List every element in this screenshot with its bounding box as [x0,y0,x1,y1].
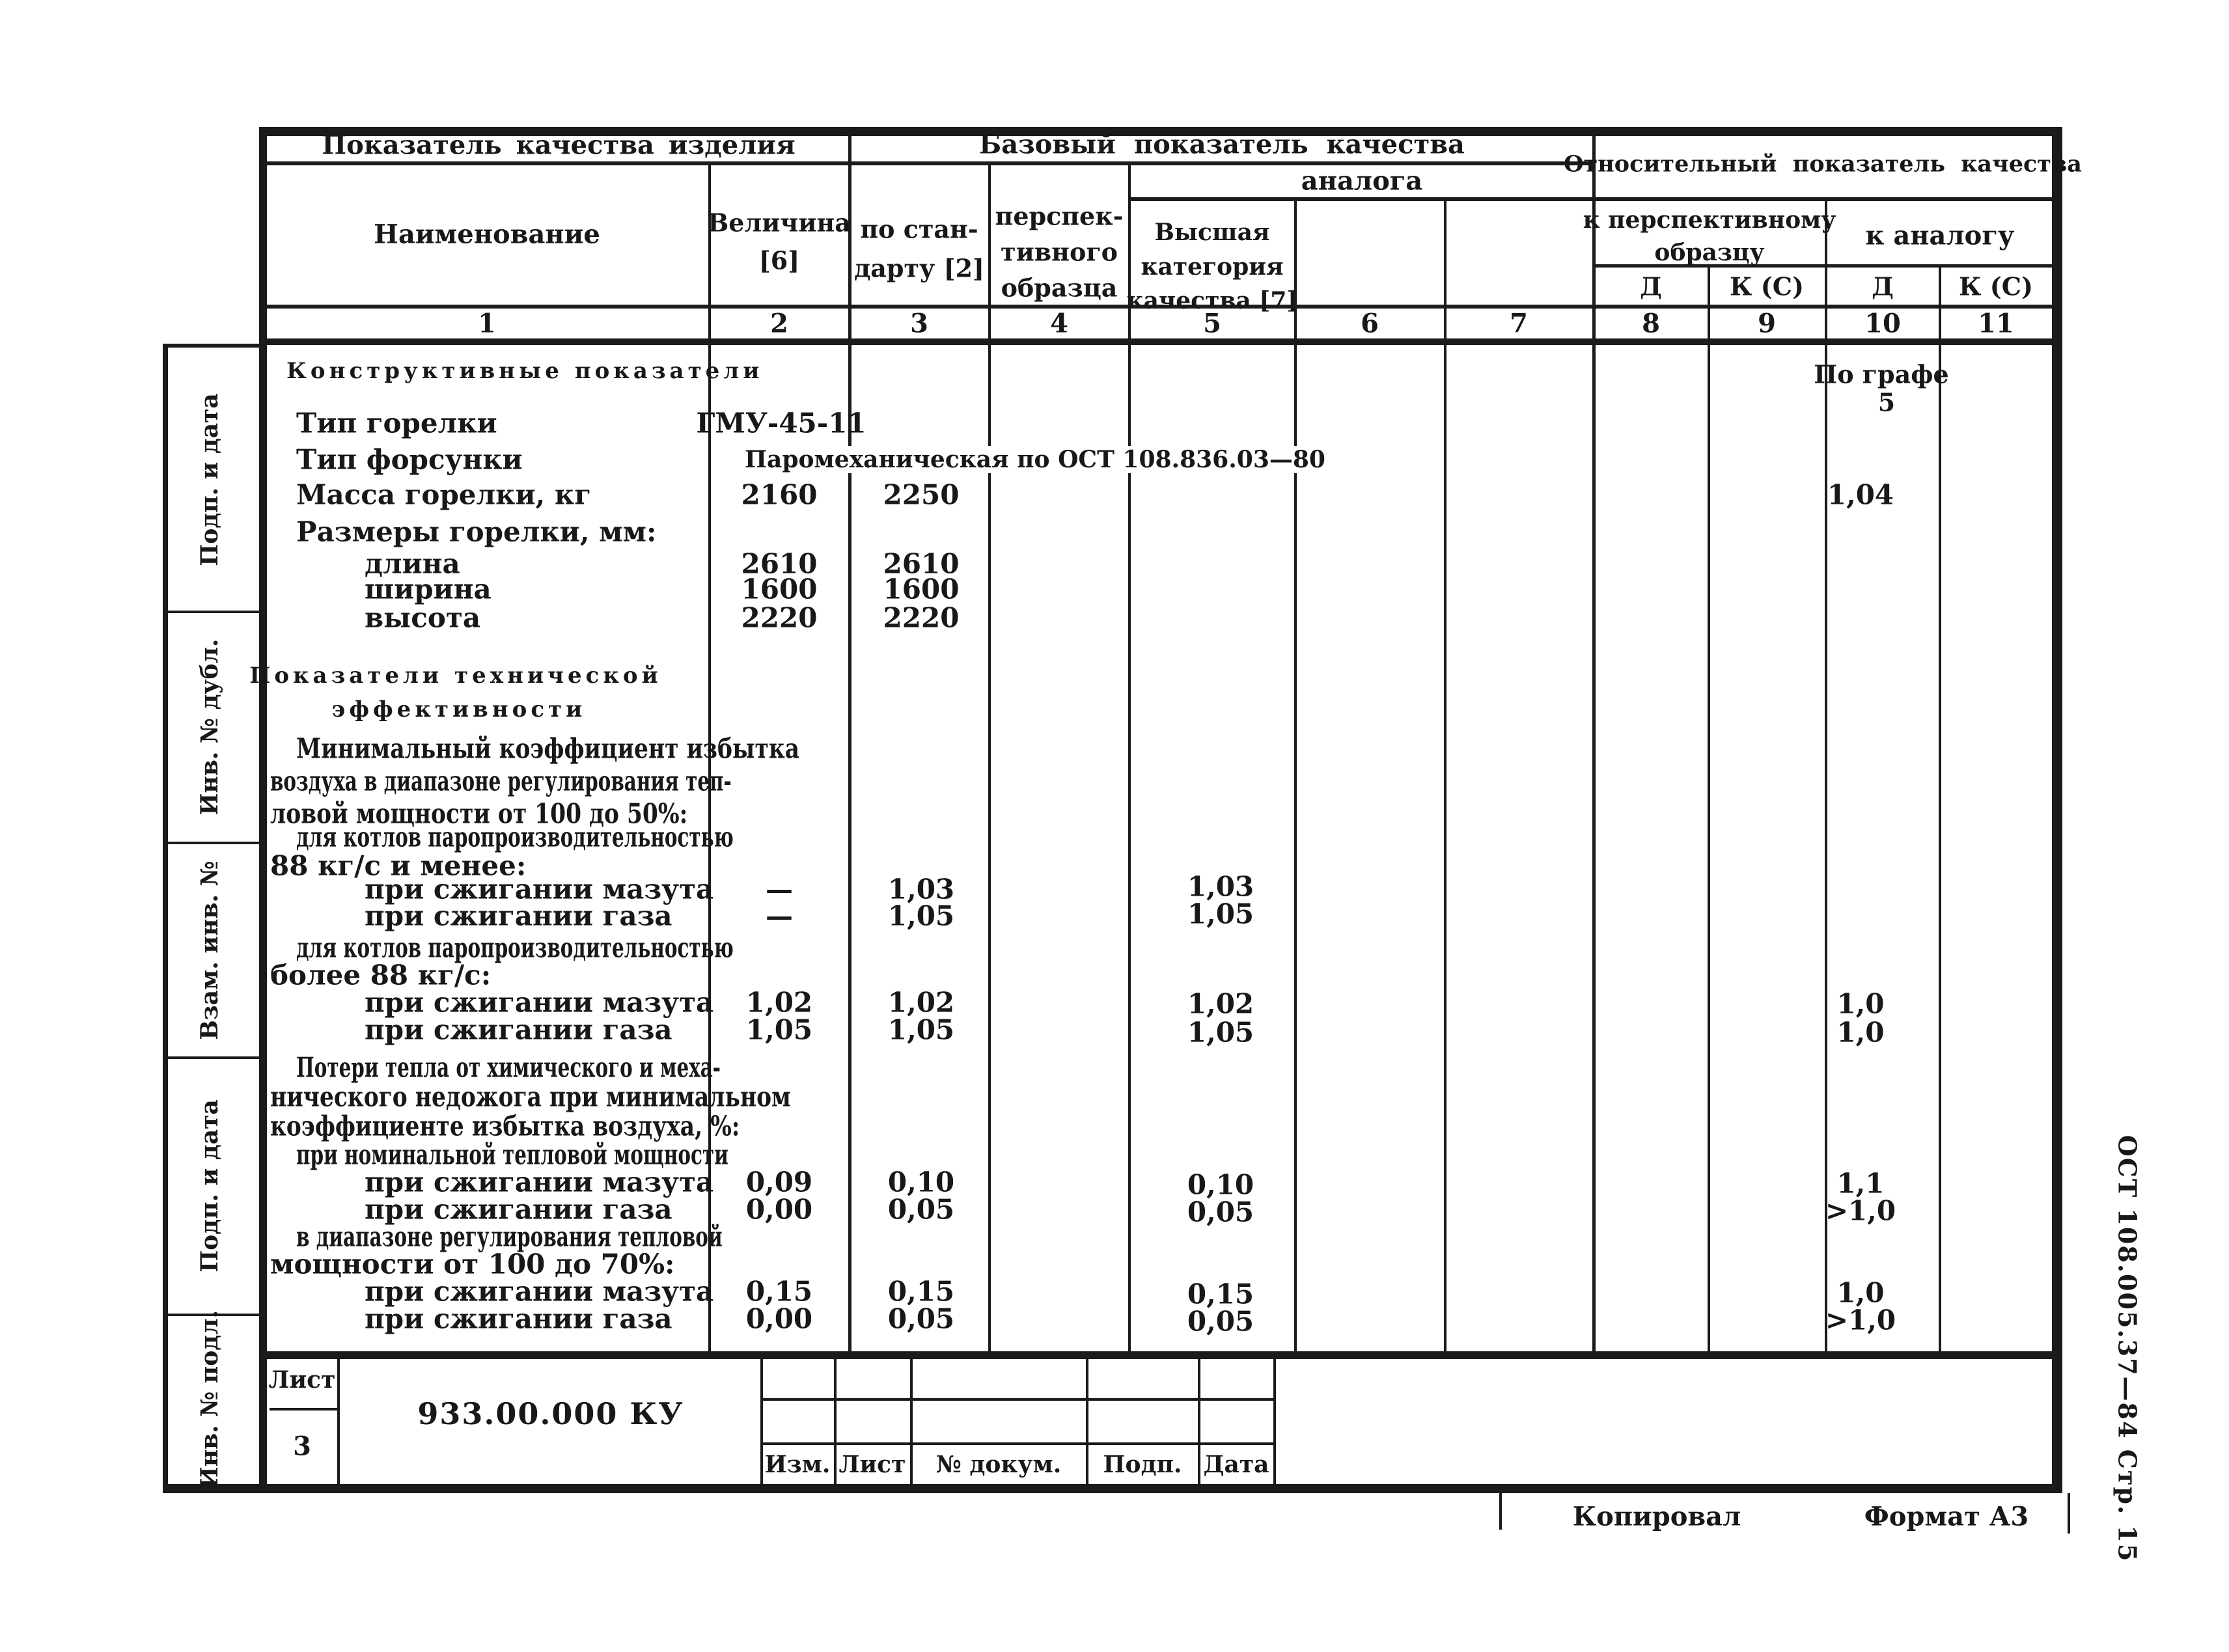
titleblock-row-line [762,1398,1275,1401]
cell-po-grafe-l1: По графе [1814,359,1949,389]
cell-nom-mazut-v3: 0,10 [887,1166,955,1198]
header-std-l1: по стан- [860,214,978,244]
grid-line-col8-9 [1708,266,1710,1353]
row-label-small-gas: при сжигании газа [365,900,672,932]
cell-small-mazut-v5: 1,03 [1187,870,1254,903]
para-boilers-small-l2: 88 кг/с и менее: [270,849,527,882]
section-constructive: Конструктивные показатели [286,358,764,384]
cell-length-v2: 2610 [741,547,818,580]
grid-line-col5-6 [1294,199,1297,1353]
titleblock-col-list: Лист [838,1451,906,1478]
row-label-nom-gas: при сжигании газа [365,1193,672,1226]
table-right-frame [2052,127,2062,1491]
cell-width-v3: 1600 [883,573,960,605]
col-num-1: 1 [478,308,496,339]
row-label-r70-mazut: при сжигании мазута [365,1275,714,1308]
titleblock-col-dokum: № докум. [935,1451,1062,1478]
cell-length-v3: 2610 [883,547,960,580]
cell-nom-gas-v10: >1,0 [1825,1194,1896,1227]
para-range70-l2: мощности от 100 до 70%: [270,1248,675,1280]
titleblock-col-izm: Изм. [764,1451,831,1478]
header-high-l2: категория [1141,253,1284,281]
sidebar-label-inv-podl: Инв. № подл. [196,1310,223,1489]
row-label-big-gas: при сжигании газа [365,1013,672,1046]
header-analog: аналога [1301,165,1423,197]
cell-small-gas-v2: — [766,900,793,932]
table-left-frame [259,127,267,1491]
titleblock-row-line [762,1442,1275,1445]
sidebar-label-podp-data-1: Подп. и дата [196,393,223,566]
col-num-2: 2 [770,308,788,339]
cell-r70-gas-v3: 0,05 [887,1302,955,1335]
cell-height-v3: 2220 [883,601,960,634]
cell-nom-gas-v2: 0,00 [745,1193,813,1226]
sidebar-line [163,611,267,613]
para-boilers-big-l1: для котлов паропроизводительностью [296,931,734,964]
cell-r70-gas-v10: >1,0 [1825,1304,1896,1336]
grid-line-col10-11 [1939,266,1941,1353]
footer-tick [1499,1493,1502,1530]
cell-big-gas-v5: 1,05 [1187,1016,1254,1049]
titleblock-line [1273,1354,1276,1484]
header-to-analog: к аналогу [1865,220,2015,251]
sidebar-label-vzam-inv: Взам. инв. № [196,860,223,1040]
para-losses-l2: нического недожога при минимальном [270,1081,791,1113]
titleblock-col-data: Дата [1203,1451,1269,1478]
cell-small-mazut-v2: — [766,873,793,905]
titleblock-line [910,1354,913,1484]
titleblock-sheet-number: 3 [293,1431,311,1462]
section-efficiency-l1: Показатели технической [249,663,662,689]
col-num-10: 10 [1864,308,1901,339]
footer-tick [2068,1493,2070,1534]
titleblock-line [834,1354,837,1484]
header-value-l2: [6] [758,245,800,275]
titleblock-line [760,1354,763,1484]
row-label-width: ширина [365,573,491,605]
col-num-4: 4 [1050,308,1068,339]
col-num-8: 8 [1642,308,1660,339]
row-label-dimensions: Размеры горелки, мм: [296,516,657,548]
col-num-5: 5 [1203,308,1221,339]
cell-r70-mazut-v3: 0,15 [887,1275,955,1308]
cell-nom-gas-v3: 0,05 [887,1193,955,1226]
cell-big-mazut-v10: 1,0 [1836,987,1885,1020]
cell-mass-v2: 2160 [741,478,818,511]
header-line-analog [1129,197,2057,201]
header-line-row1 [267,161,1596,165]
cell-big-mazut-v2: 1,02 [745,986,813,1019]
titleblock-col-podp: Подп. [1103,1451,1182,1478]
row-label-mass: Масса горелки, кг [296,478,591,511]
cell-height-v2: 2220 [741,601,818,634]
sidebar-line [163,842,267,844]
cell-small-gas-v3: 1,05 [887,900,955,932]
cell-r70-gas-v2: 0,00 [745,1302,813,1335]
header-persp-l3: образца [1001,273,1118,303]
header-high-l3: качества [7] [1126,287,1298,314]
standard-number-stamp: ОСТ 108.005.37—84 Стр. 15 [2112,1135,2142,1563]
row-label-length: длина [365,547,460,580]
sidebar-line [163,1056,267,1059]
cell-nom-mazut-v2: 0,09 [745,1166,813,1198]
header-k-persp: К (С) [1730,271,1804,301]
cell-big-gas-v3: 1,05 [887,1013,955,1046]
header-high-l1: Высшая [1154,219,1270,246]
row-label-nozzle-type: Тип форсунки [296,443,523,476]
cell-mass-v3: 2250 [883,478,960,511]
header-group-base: Базовый показатель качества [979,129,1465,160]
sidebar-left-border [163,344,168,1489]
cell-po-grafe-l2: 5 [1877,387,1896,417]
header-d-persp: Д [1640,271,1662,301]
row-label-nom-mazut: при сжигании мазута [365,1166,714,1198]
cell-burner-type-value: ГМУ-45-11 [696,407,866,439]
sidebar-label-podp-data-2: Подп. и дата [196,1099,223,1273]
cell-small-mazut-v3: 1,03 [887,873,955,905]
footer-format-label: Формат А3 [1864,1501,2029,1532]
header-name: Наименование [374,219,600,250]
header-to-persp-l1: к перспективному [1583,206,1836,234]
header-persp-l2: тивного [1001,237,1118,267]
header-k-analog: К (С) [1959,271,2033,301]
header-group-relative: Относительный показатель качества [1564,150,2082,178]
header-d-analog: Д [1872,271,1894,301]
section-efficiency-l2: эффективности [331,696,587,723]
cell-mass-v10: 1,04 [1827,478,1894,511]
col-num-11: 11 [1978,308,2014,339]
cell-nozzle-type-value: Паромеханическая по ОСТ 108.836.03—80 [736,446,1335,473]
cell-width-v2: 1600 [741,573,818,605]
titleblock-line [1198,1354,1200,1484]
header-group-product: Показатель качества изделия [322,130,796,161]
row-label-small-mazut: при сжигании мазута [365,873,714,905]
row-label-burner-type: Тип горелки [296,407,497,439]
cell-nom-mazut-v10: 1,1 [1836,1167,1885,1200]
para-min-coef-l3: ловой мощности от 100 до 50%: [270,797,688,830]
para-losses-l1: Потери тепла от химического и меха- [296,1051,721,1084]
header-bottom-line [267,338,2056,345]
col-num-7: 7 [1510,308,1528,339]
body-bottom-line [267,1351,2056,1359]
cell-nom-gas-v5: 0,05 [1187,1196,1254,1228]
para-losses-l3: коэффициенте избытка воздуха, %: [270,1110,740,1142]
cell-r70-gas-v5: 0,05 [1187,1305,1254,1338]
sidebar-label-inv-dubl: Инв. № дубл. [196,639,223,816]
para-min-coef-l1: Минимальный коэффициент избытка [296,732,800,765]
sidebar-line [163,344,267,348]
grid-line-col7-8 [1592,127,1596,1353]
para-boilers-small-l1: для котлов паропроизводительностью [296,821,734,853]
titleblock-sheet-label: Лист [268,1366,336,1394]
footer-copied-label: Копировал [1572,1501,1741,1532]
header-to-persp-l2: образцу [1654,239,1765,266]
row-label-r70-gas: при сжигании газа [365,1302,672,1335]
cell-big-gas-v10: 1,0 [1836,1016,1885,1049]
titleblock-line [337,1354,340,1484]
para-nominal-power: при номинальной тепловой мощности [296,1138,728,1171]
header-std-l2: дарту [2] [853,253,985,283]
cell-big-mazut-v5: 1,02 [1187,987,1254,1020]
sheet-bottom-frame [163,1484,2062,1493]
grid-line-col6-7 [1444,199,1447,1353]
cell-r70-mazut-v10: 1,0 [1836,1276,1885,1309]
para-min-coef-l2: воздуха в диапазоне регулирования теп- [270,765,732,797]
cell-small-gas-v5: 1,05 [1187,898,1254,930]
titleblock-doc-number: 933.00.000 КУ [417,1396,684,1431]
cell-big-mazut-v3: 1,02 [887,986,955,1019]
cell-r70-mazut-v5: 0,15 [1187,1278,1254,1310]
header-value-l1: Величина [708,208,851,238]
titleblock-sheet-divider [270,1408,337,1411]
cell-nom-mazut-v5: 0,10 [1187,1168,1254,1201]
titleblock-line [1086,1354,1088,1484]
para-range70-l1: в диапазоне регулирования тепловой [296,1220,723,1253]
row-label-big-mazut: при сжигании мазута [365,986,714,1019]
col-num-3: 3 [910,308,928,339]
para-boilers-big-l2: более 88 кг/с: [270,959,491,991]
header-persp-l1: перспек- [995,201,1124,231]
cell-big-gas-v2: 1,05 [745,1013,813,1046]
row-label-height: высота [365,601,481,634]
cell-r70-mazut-v2: 0,15 [745,1275,813,1308]
col-num-6: 6 [1361,308,1379,339]
grid-line-col2-3 [848,127,851,1353]
col-num-9: 9 [1758,308,1776,339]
